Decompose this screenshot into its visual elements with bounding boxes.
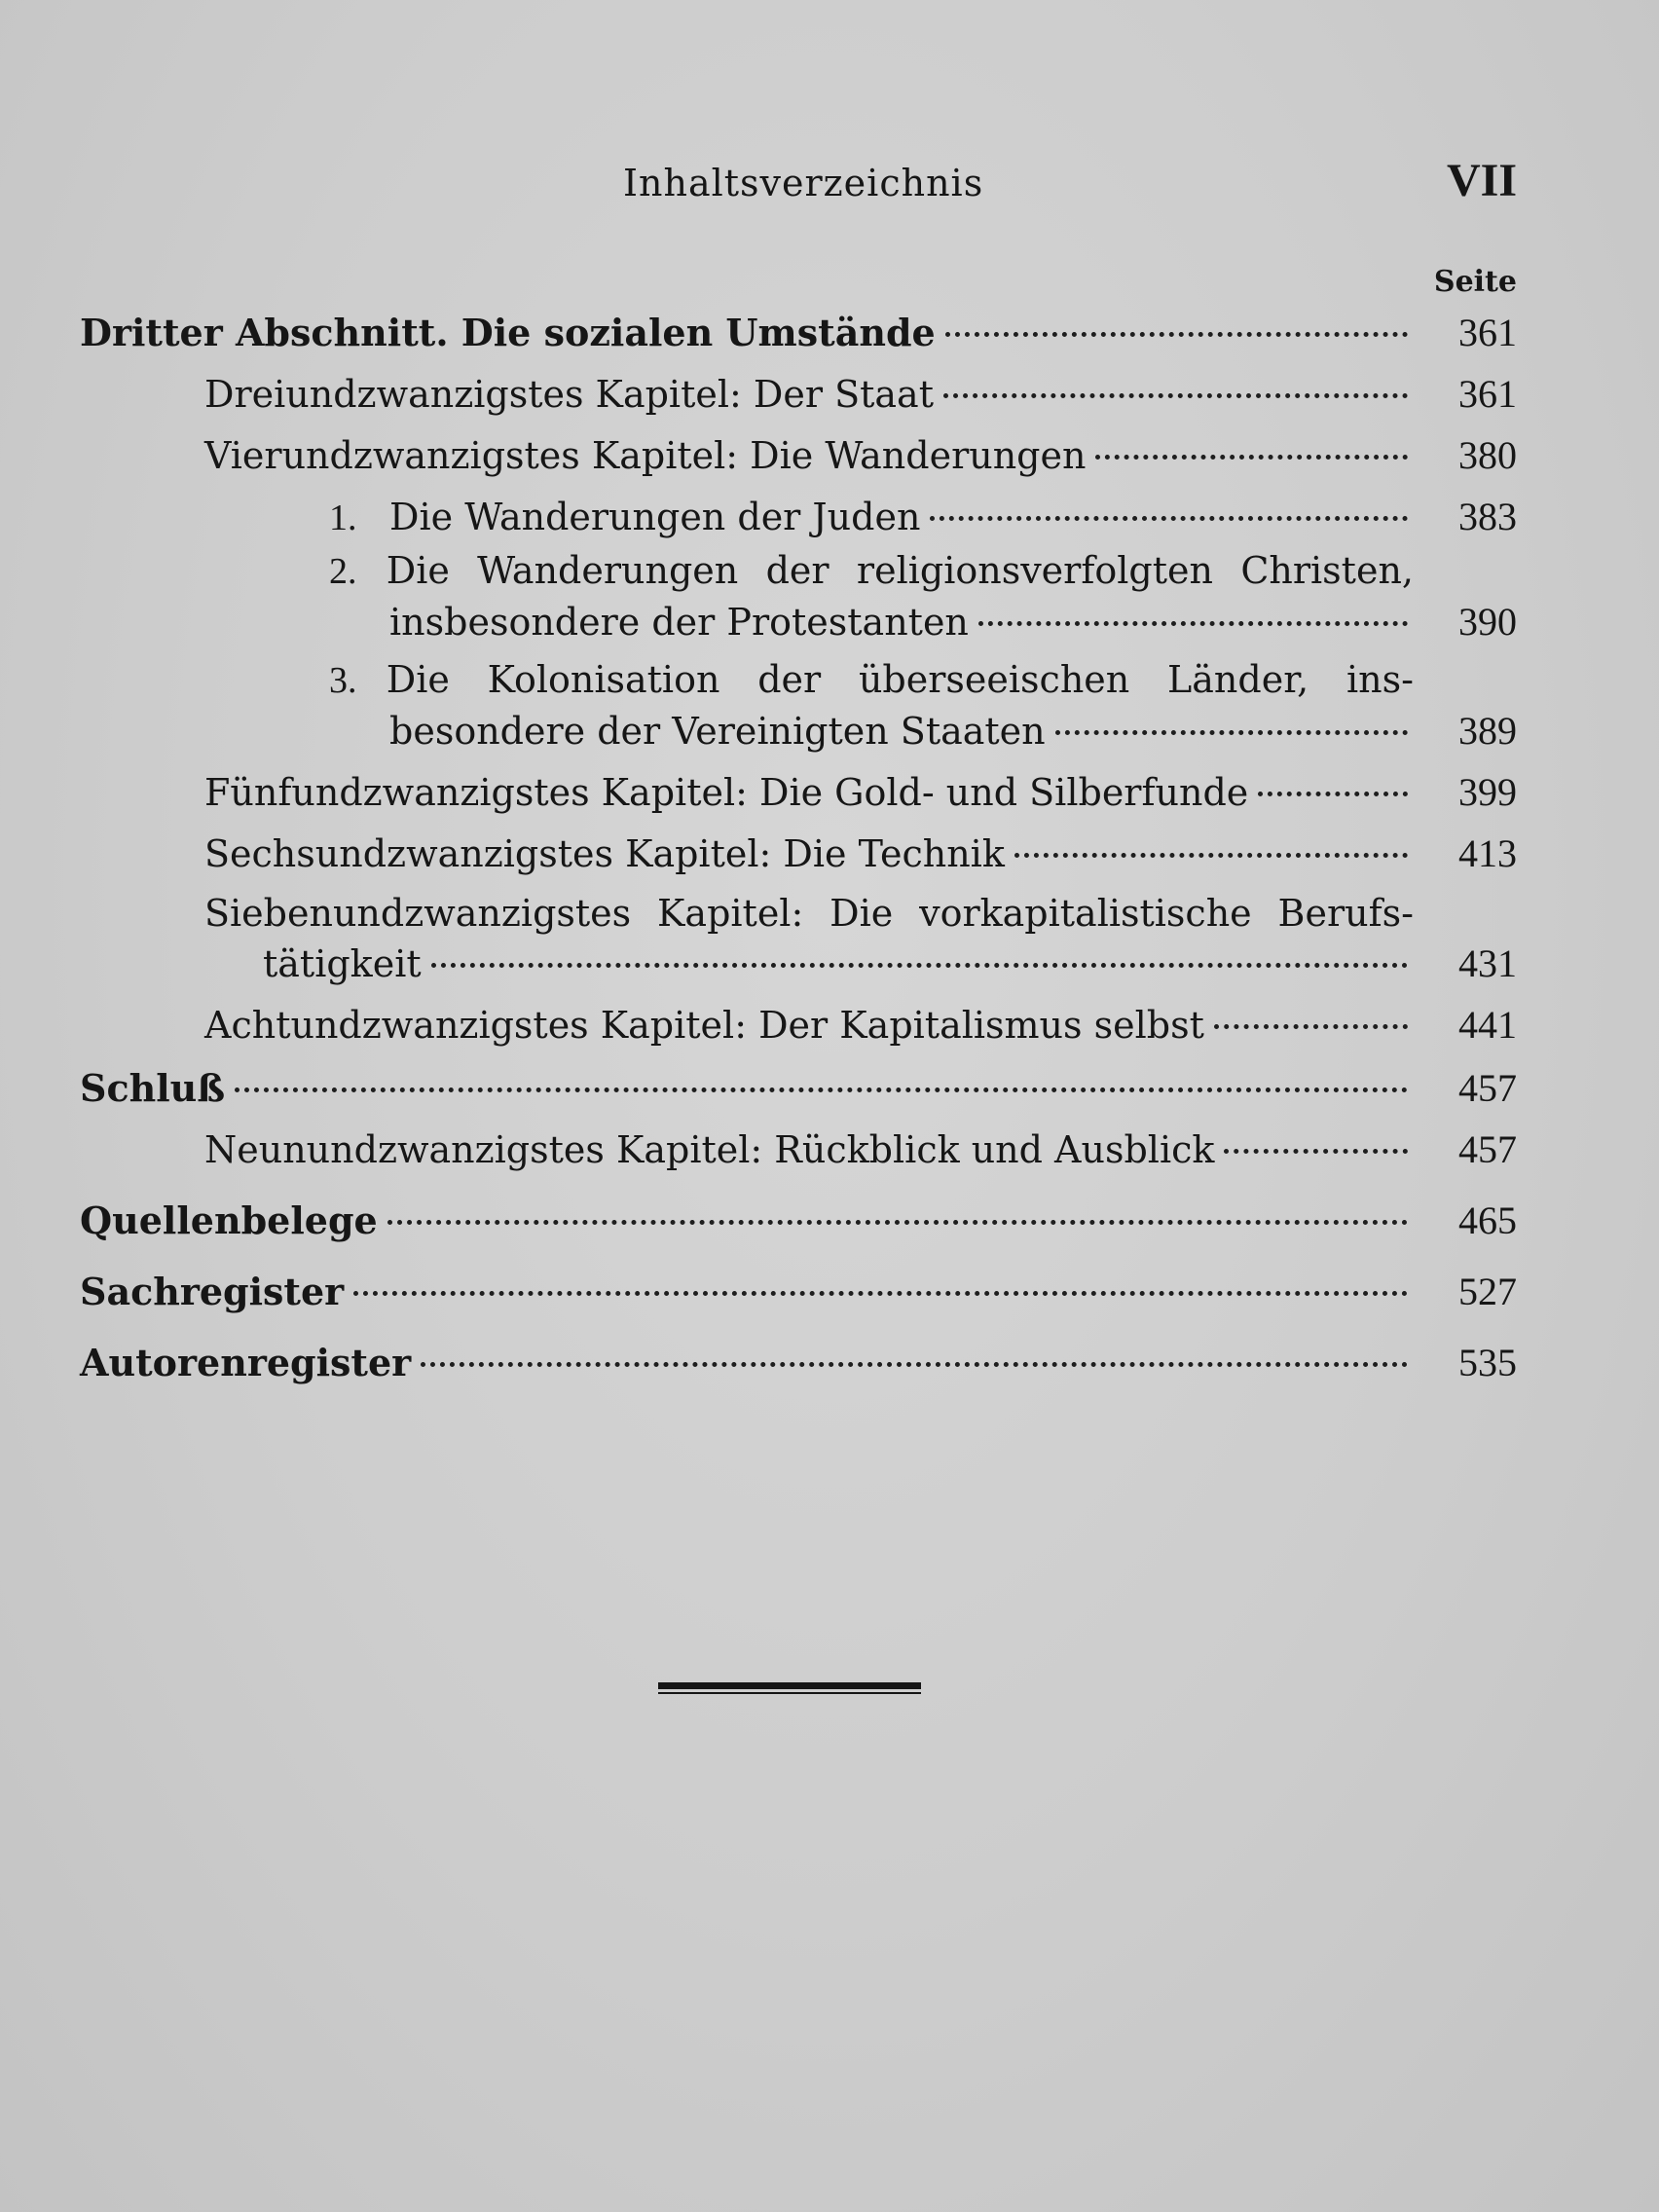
toc-entry-text: Schluß: [80, 1066, 226, 1110]
toc-page-number: 361: [1458, 311, 1517, 354]
dot-leader: [943, 393, 1408, 398]
toc-page-number: 390: [1458, 600, 1517, 644]
closing-rule-thin-line: [658, 1692, 921, 1694]
toc-entry-text: Fünfundzwanzigstes Kapitel: Die Gold- und Silberfunde: [204, 771, 1249, 814]
dot-leader: [1055, 730, 1408, 735]
toc-entry-text: Quellenbelege: [80, 1198, 378, 1242]
toc-entry-chapter: [0, 1002, 1659, 1048]
dot-leader: [353, 1291, 1408, 1296]
toc-page-number: 527: [1458, 1270, 1517, 1313]
dot-leader: [978, 621, 1408, 626]
toc-entry-text-line2: besondere der Vereinigten Staaten: [389, 710, 1046, 753]
running-title: Inhaltsverzeichnis: [623, 162, 984, 204]
toc-page-number: 441: [1458, 1003, 1517, 1047]
toc-entry-subsection: [0, 549, 1659, 645]
page-number: VII: [1446, 155, 1517, 206]
toc-page-number: 361: [1458, 372, 1517, 416]
toc-page-number: 383: [1458, 495, 1517, 538]
closing-rule-thick-line: [658, 1682, 921, 1689]
toc-entry-text: Sachregister: [80, 1270, 345, 1313]
toc-entry-chapter: [0, 769, 1659, 815]
toc-entry-text: Dreiundzwanzigstes Kapitel: Der Staat: [204, 373, 934, 416]
toc-entry-text-line1: Siebenundzwanzigstes Kapitel: Die vorkapitalistische Berufs-: [204, 892, 1414, 935]
toc-entry-chapter: [0, 830, 1659, 876]
dot-leader: [930, 516, 1408, 521]
toc-entry-text: Sechsundzwanzigstes Kapitel: Die Technik: [204, 832, 1005, 875]
toc-page-number: 431: [1458, 941, 1517, 985]
dot-leader: [421, 1362, 1408, 1367]
toc-entry-text-line2: tätigkeit: [263, 942, 422, 985]
toc-entry-text: Neunundzwanzigstes Kapitel: Rückblick und Ausblick: [204, 1128, 1215, 1171]
table-of-contents: [0, 302, 1659, 1385]
toc-entry-text-line2: insbesondere der Protestanten: [389, 601, 969, 644]
dot-leader: [1224, 1149, 1408, 1154]
dot-leader: [1214, 1024, 1408, 1029]
toc-entry-number: 1.: [329, 498, 357, 538]
toc-entry-text: Autorenregister: [80, 1341, 412, 1384]
toc-entry-section: [0, 1198, 1659, 1243]
toc-page-number: 457: [1458, 1066, 1517, 1110]
toc-page-number: 413: [1458, 831, 1517, 875]
toc-page-number: 389: [1458, 709, 1517, 753]
toc-page-number: 380: [1458, 433, 1517, 477]
toc-entry-chapter: [0, 1126, 1659, 1172]
dot-leader: [235, 1088, 1408, 1092]
toc-entry-section: [0, 310, 1659, 355]
dot-leader: [1014, 853, 1408, 858]
toc-entry-section: [0, 1065, 1659, 1111]
toc-page-number: 535: [1458, 1341, 1517, 1384]
dot-leader: [1095, 455, 1408, 460]
toc-entry-text: Dritter Abschnitt. Die sozialen Umstände: [80, 311, 936, 354]
closing-rule: [658, 1682, 921, 1694]
toc-entry-chapter: [0, 892, 1659, 986]
toc-entry-subsection: [0, 494, 1659, 539]
toc-entry-chapter: [0, 432, 1659, 478]
toc-entry-number: 2.: [329, 551, 357, 592]
toc-page-number: 457: [1458, 1127, 1517, 1171]
dot-leader: [1258, 792, 1408, 796]
toc-entry-number: 3.: [329, 660, 357, 701]
toc-entry-chapter: [0, 371, 1659, 417]
toc-entry-text: Vierundzwanzigstes Kapitel: Die Wanderungen: [204, 434, 1087, 477]
toc-entry-text: Die Wanderungen der Juden: [389, 496, 921, 538]
dot-leader: [387, 1220, 1408, 1225]
seite-label: Seite: [1433, 265, 1517, 299]
toc-entry-section: [0, 1269, 1659, 1314]
running-head: [0, 154, 1659, 212]
toc-entry-text-line1: Die Kolonisation der überseeischen Länder, ins-: [386, 658, 1414, 701]
dot-leader: [945, 332, 1408, 337]
toc-entry-section: [0, 1340, 1659, 1385]
toc-page-number: 399: [1458, 770, 1517, 814]
toc-entry-text-line1: Die Wanderungen der religionsverfolgten Christen,: [386, 549, 1414, 592]
toc-entry-text: Achtundzwanzigstes Kapitel: Der Kapitalismus selbst: [204, 1004, 1204, 1047]
toc-page-number: 465: [1458, 1198, 1517, 1242]
dot-leader: [431, 963, 1408, 968]
toc-entry-subsection: [0, 658, 1659, 754]
